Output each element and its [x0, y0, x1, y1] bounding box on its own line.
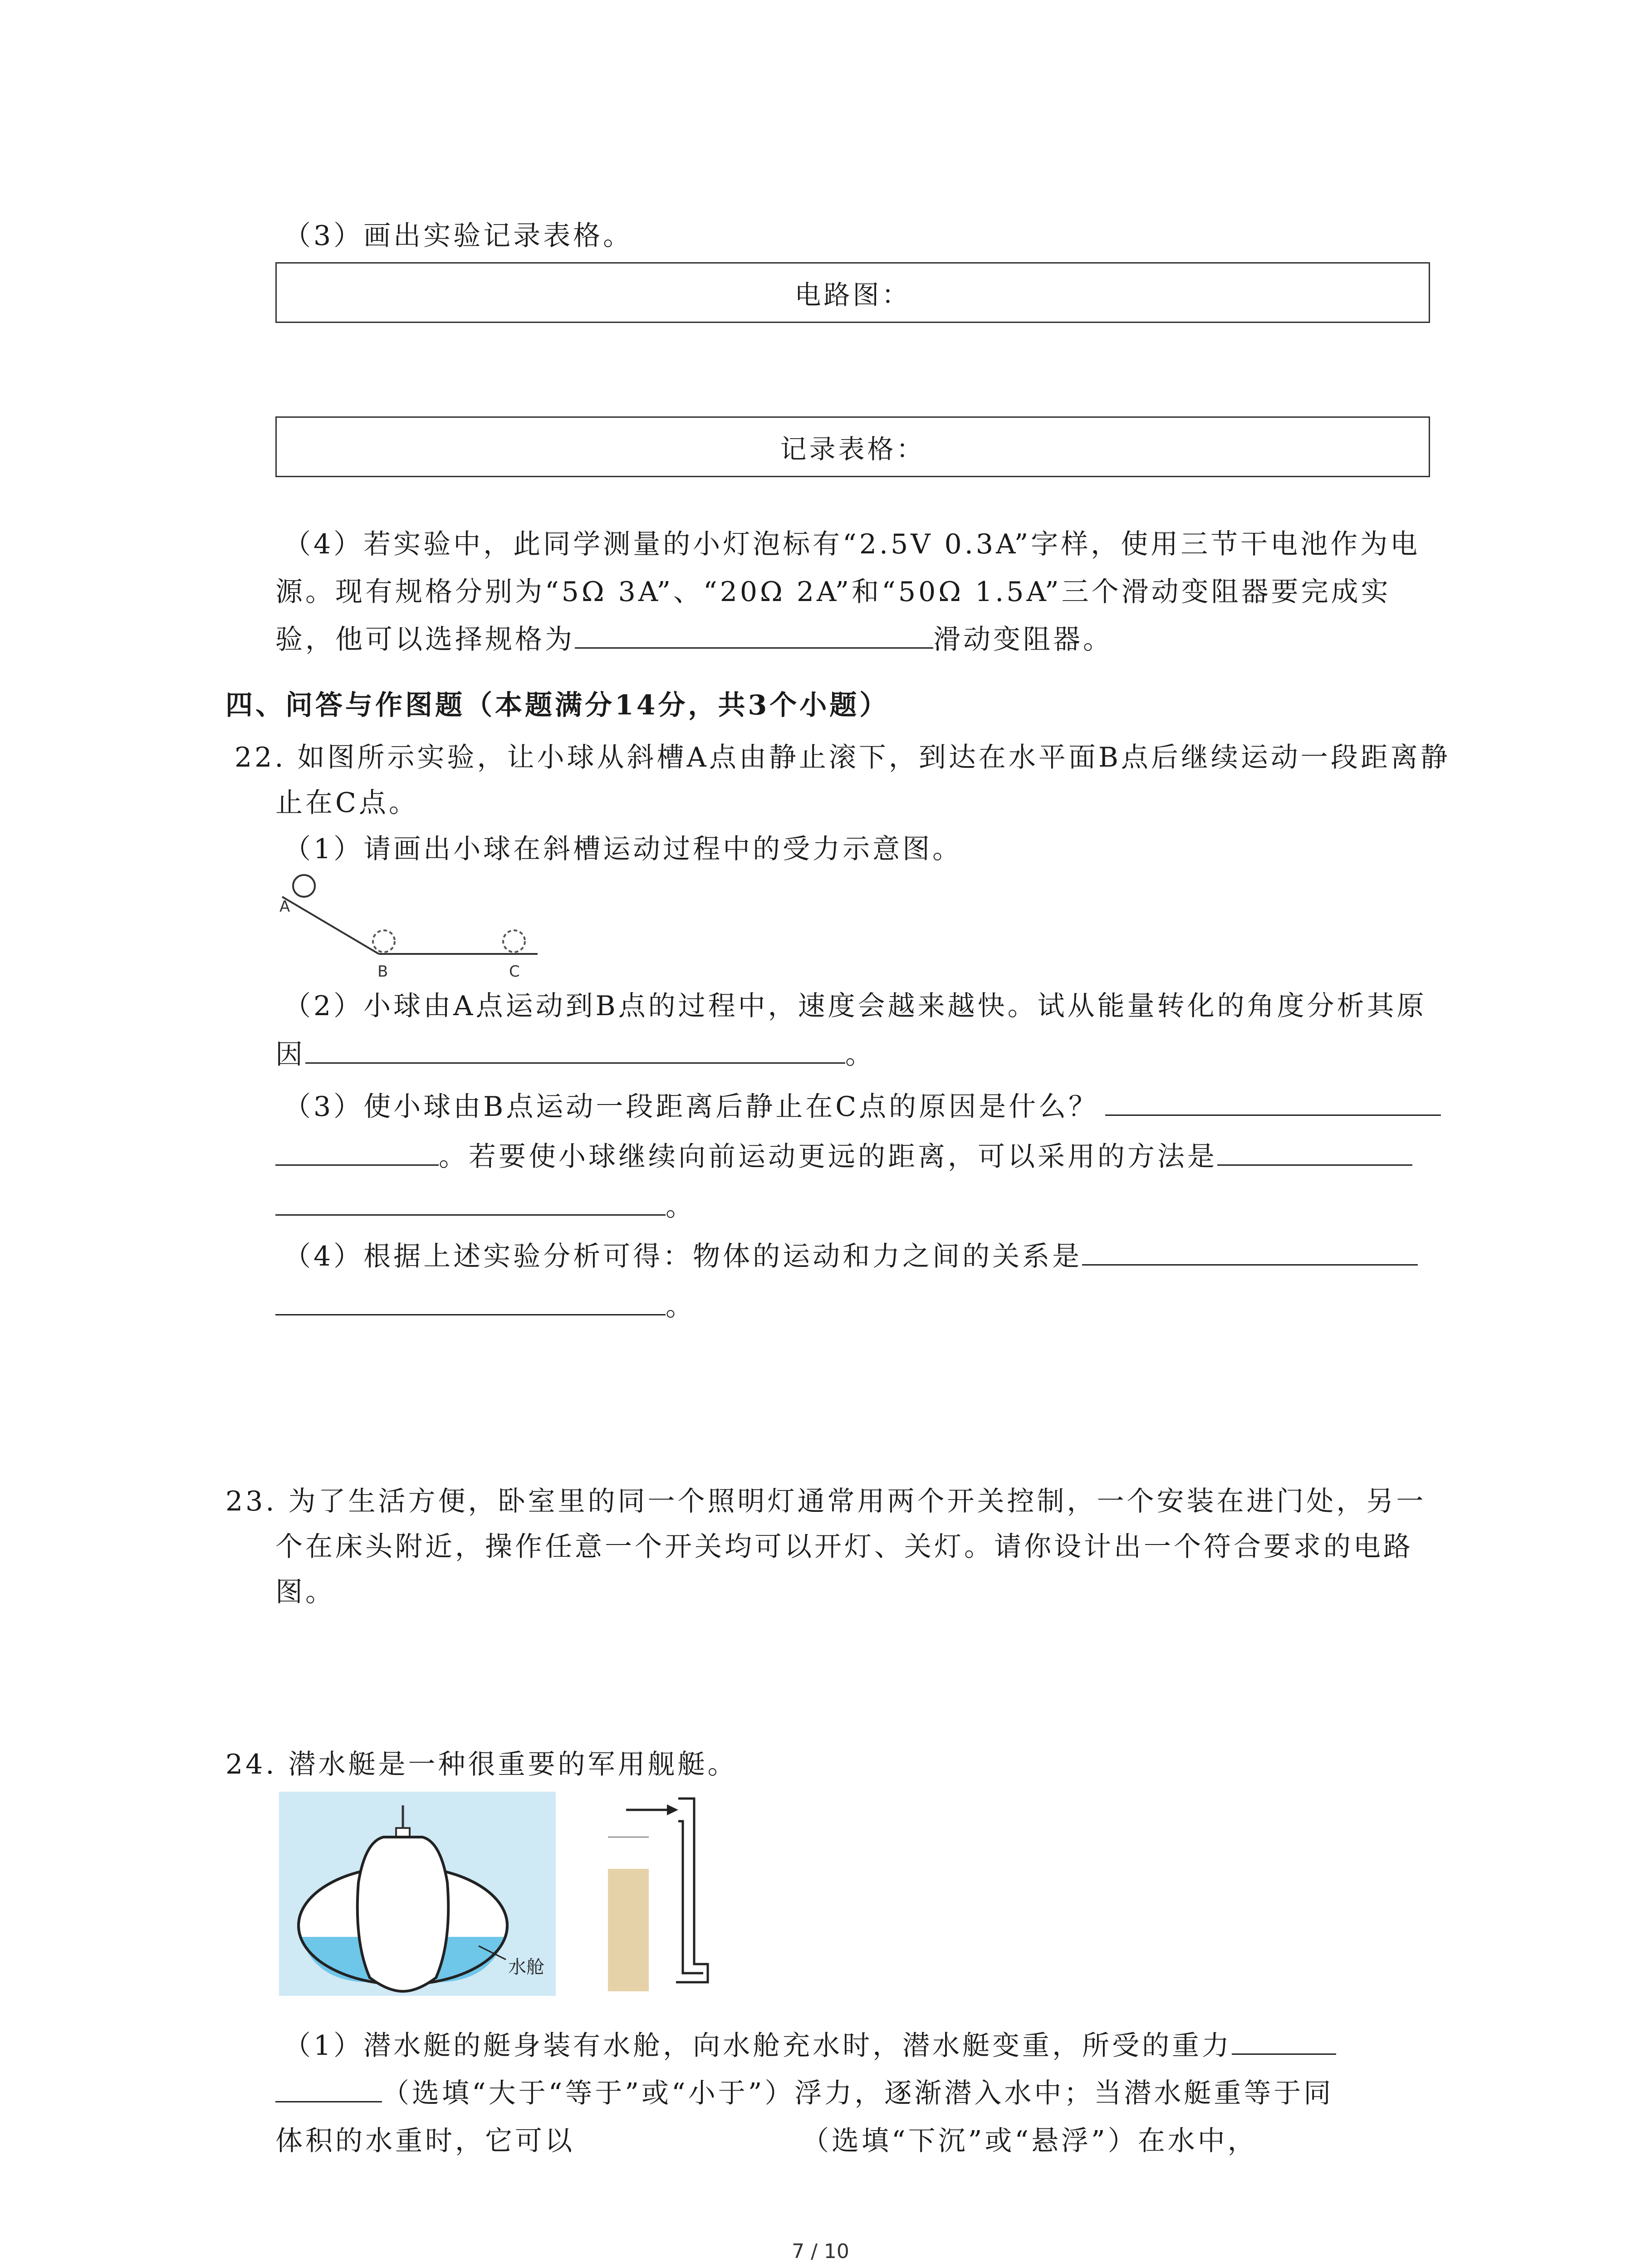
q21-part4-line1: （4）若实验中，此同学测量的小灯泡标有“2.5V 0.3A”字样，使用三节干电池作为电: [284, 528, 1421, 560]
label-a: A: [279, 898, 290, 916]
q23-line1: 23. 为了生活方便，卧室里的同一个照明灯通常用两个开关控制，一个安装在进门处，另一: [225, 1486, 1426, 1517]
method-blank-1[interactable]: [1217, 1139, 1412, 1166]
ball-at-c: [503, 930, 525, 952]
incline-surface: [282, 897, 379, 954]
q22-part3-line2: [275, 1139, 1412, 1175]
circuit-diagram-label: 电路图：: [794, 279, 911, 310]
q22-part3-line3: [275, 1188, 696, 1225]
q23-line2: 个在床头附近，操作任意一个开关均可以开灯、关灯。请你设计出一个符合要求的电路: [275, 1531, 1413, 1563]
q22-part3-text-b: 。若要使小球继续向前运动更远的距离，可以采用的方法是: [439, 1141, 1217, 1173]
q22-part4-line1: [284, 1238, 1418, 1275]
q21-part4-text-b: 滑动变阻器。: [933, 624, 1113, 655]
page-number: 7 / 10: [792, 2240, 849, 2263]
q22-part4-text-a: （4）根据上述实验分析可得：物体的运动和力之间的关系是: [284, 1241, 1083, 1272]
gravity-compare-blank-2[interactable]: [275, 2076, 382, 2102]
water-tank-label: 水舱: [508, 1957, 544, 1978]
label-c: C: [509, 963, 520, 981]
tank-apparatus-figure: [599, 1792, 717, 1996]
q22-stem-line2: 止在C点。: [275, 787, 419, 819]
pipe-outer: [676, 1799, 708, 1982]
stop-reason-blank-1[interactable]: [1105, 1089, 1441, 1116]
q24-part1-text-b: （选填“大于“等于”或“小于”）浮力，逐渐潜入水中；当潜水艇重等于同: [382, 2077, 1334, 2109]
q21-part4-line3: [275, 621, 1113, 658]
record-table-label: 记录表格：: [780, 434, 926, 464]
circuit-diagram-box[interactable]: [275, 262, 1430, 323]
sand-column: [608, 1869, 649, 1991]
q22-part3-text-a: （3）使小球由B点运动一段距离后静止在C点的原因是什么？: [284, 1091, 1099, 1123]
gravity-compare-blank-1[interactable]: [1232, 2028, 1336, 2055]
q24-part1-text-a: （1）潜水艇的艇身装有水舱，向水舱充水时，潜水艇变重，所受的重力: [284, 2030, 1232, 2062]
q21-part4-text-a: 验，他可以选择规格为: [275, 624, 575, 655]
method-blank-2[interactable]: [275, 1189, 666, 1216]
record-table-box[interactable]: [275, 416, 1430, 477]
q23-line3: 图。: [275, 1576, 335, 1608]
pipe-inner: [678, 1821, 703, 1973]
q22-part4-text-b: 。: [666, 1290, 696, 1322]
stop-reason-blank-2[interactable]: [275, 1139, 439, 1166]
q21-part3: （3）画出实验记录表格。: [284, 220, 633, 252]
q22-part2-text-b: 。: [845, 1039, 875, 1070]
q22-part4-line2: [275, 1288, 696, 1325]
motion-force-blank-2[interactable]: [275, 1289, 666, 1315]
q24-part1-text-c: 体积的水重时，它可以: [275, 2125, 575, 2157]
q24-part1-line3: [275, 2123, 1258, 2159]
incline-ball-figure: [277, 873, 544, 982]
label-b: B: [377, 963, 388, 981]
energy-reason-blank[interactable]: [305, 1037, 845, 1064]
q22-part3-line1: [284, 1089, 1441, 1125]
q22-part3-text-c: 。: [666, 1191, 696, 1222]
q24-part1-text-d: （选填“下沉”或“悬浮”）在水中，: [802, 2125, 1258, 2157]
submarine-figure: [279, 1792, 556, 1996]
q22-part2-line1: （2）小球由A点运动到B点的过程中，速度会越来越快。试从能量转化的角度分析其原: [284, 990, 1427, 1022]
section4-heading: 四、问答与作图题（本题满分14分，共3个小题）: [225, 689, 890, 721]
q24-part1-line1: [284, 2028, 1336, 2064]
arrow-head: [667, 1804, 678, 1815]
submarine-inner-hull: [358, 1837, 448, 1991]
rheostat-answer-blank[interactable]: [575, 622, 933, 649]
motion-force-blank-1[interactable]: [1082, 1239, 1418, 1266]
ball-at-a: [293, 875, 315, 897]
q22-part2-line2: [275, 1036, 875, 1073]
q24-line1: 24. 潜水艇是一种很重要的军用舰艇。: [225, 1749, 738, 1780]
ball-at-b: [373, 930, 395, 952]
q22-part1: （1）请画出小球在斜槽运动过程中的受力示意图。: [284, 833, 963, 865]
q22-part2-text-a: 因: [275, 1039, 305, 1070]
q24-part1-line2: [275, 2075, 1333, 2112]
q22-stem-line1: 22. 如图所示实验，让小球从斜槽A点由静止滚下，到达在水平面B点后继续运动一段距离静: [235, 742, 1450, 773]
q21-part4-line2: 源。现有规格分别为“5Ω 3A”、“20Ω 2A”和“50Ω 1.5A”三个滑动变阻器要完成实: [275, 576, 1391, 608]
